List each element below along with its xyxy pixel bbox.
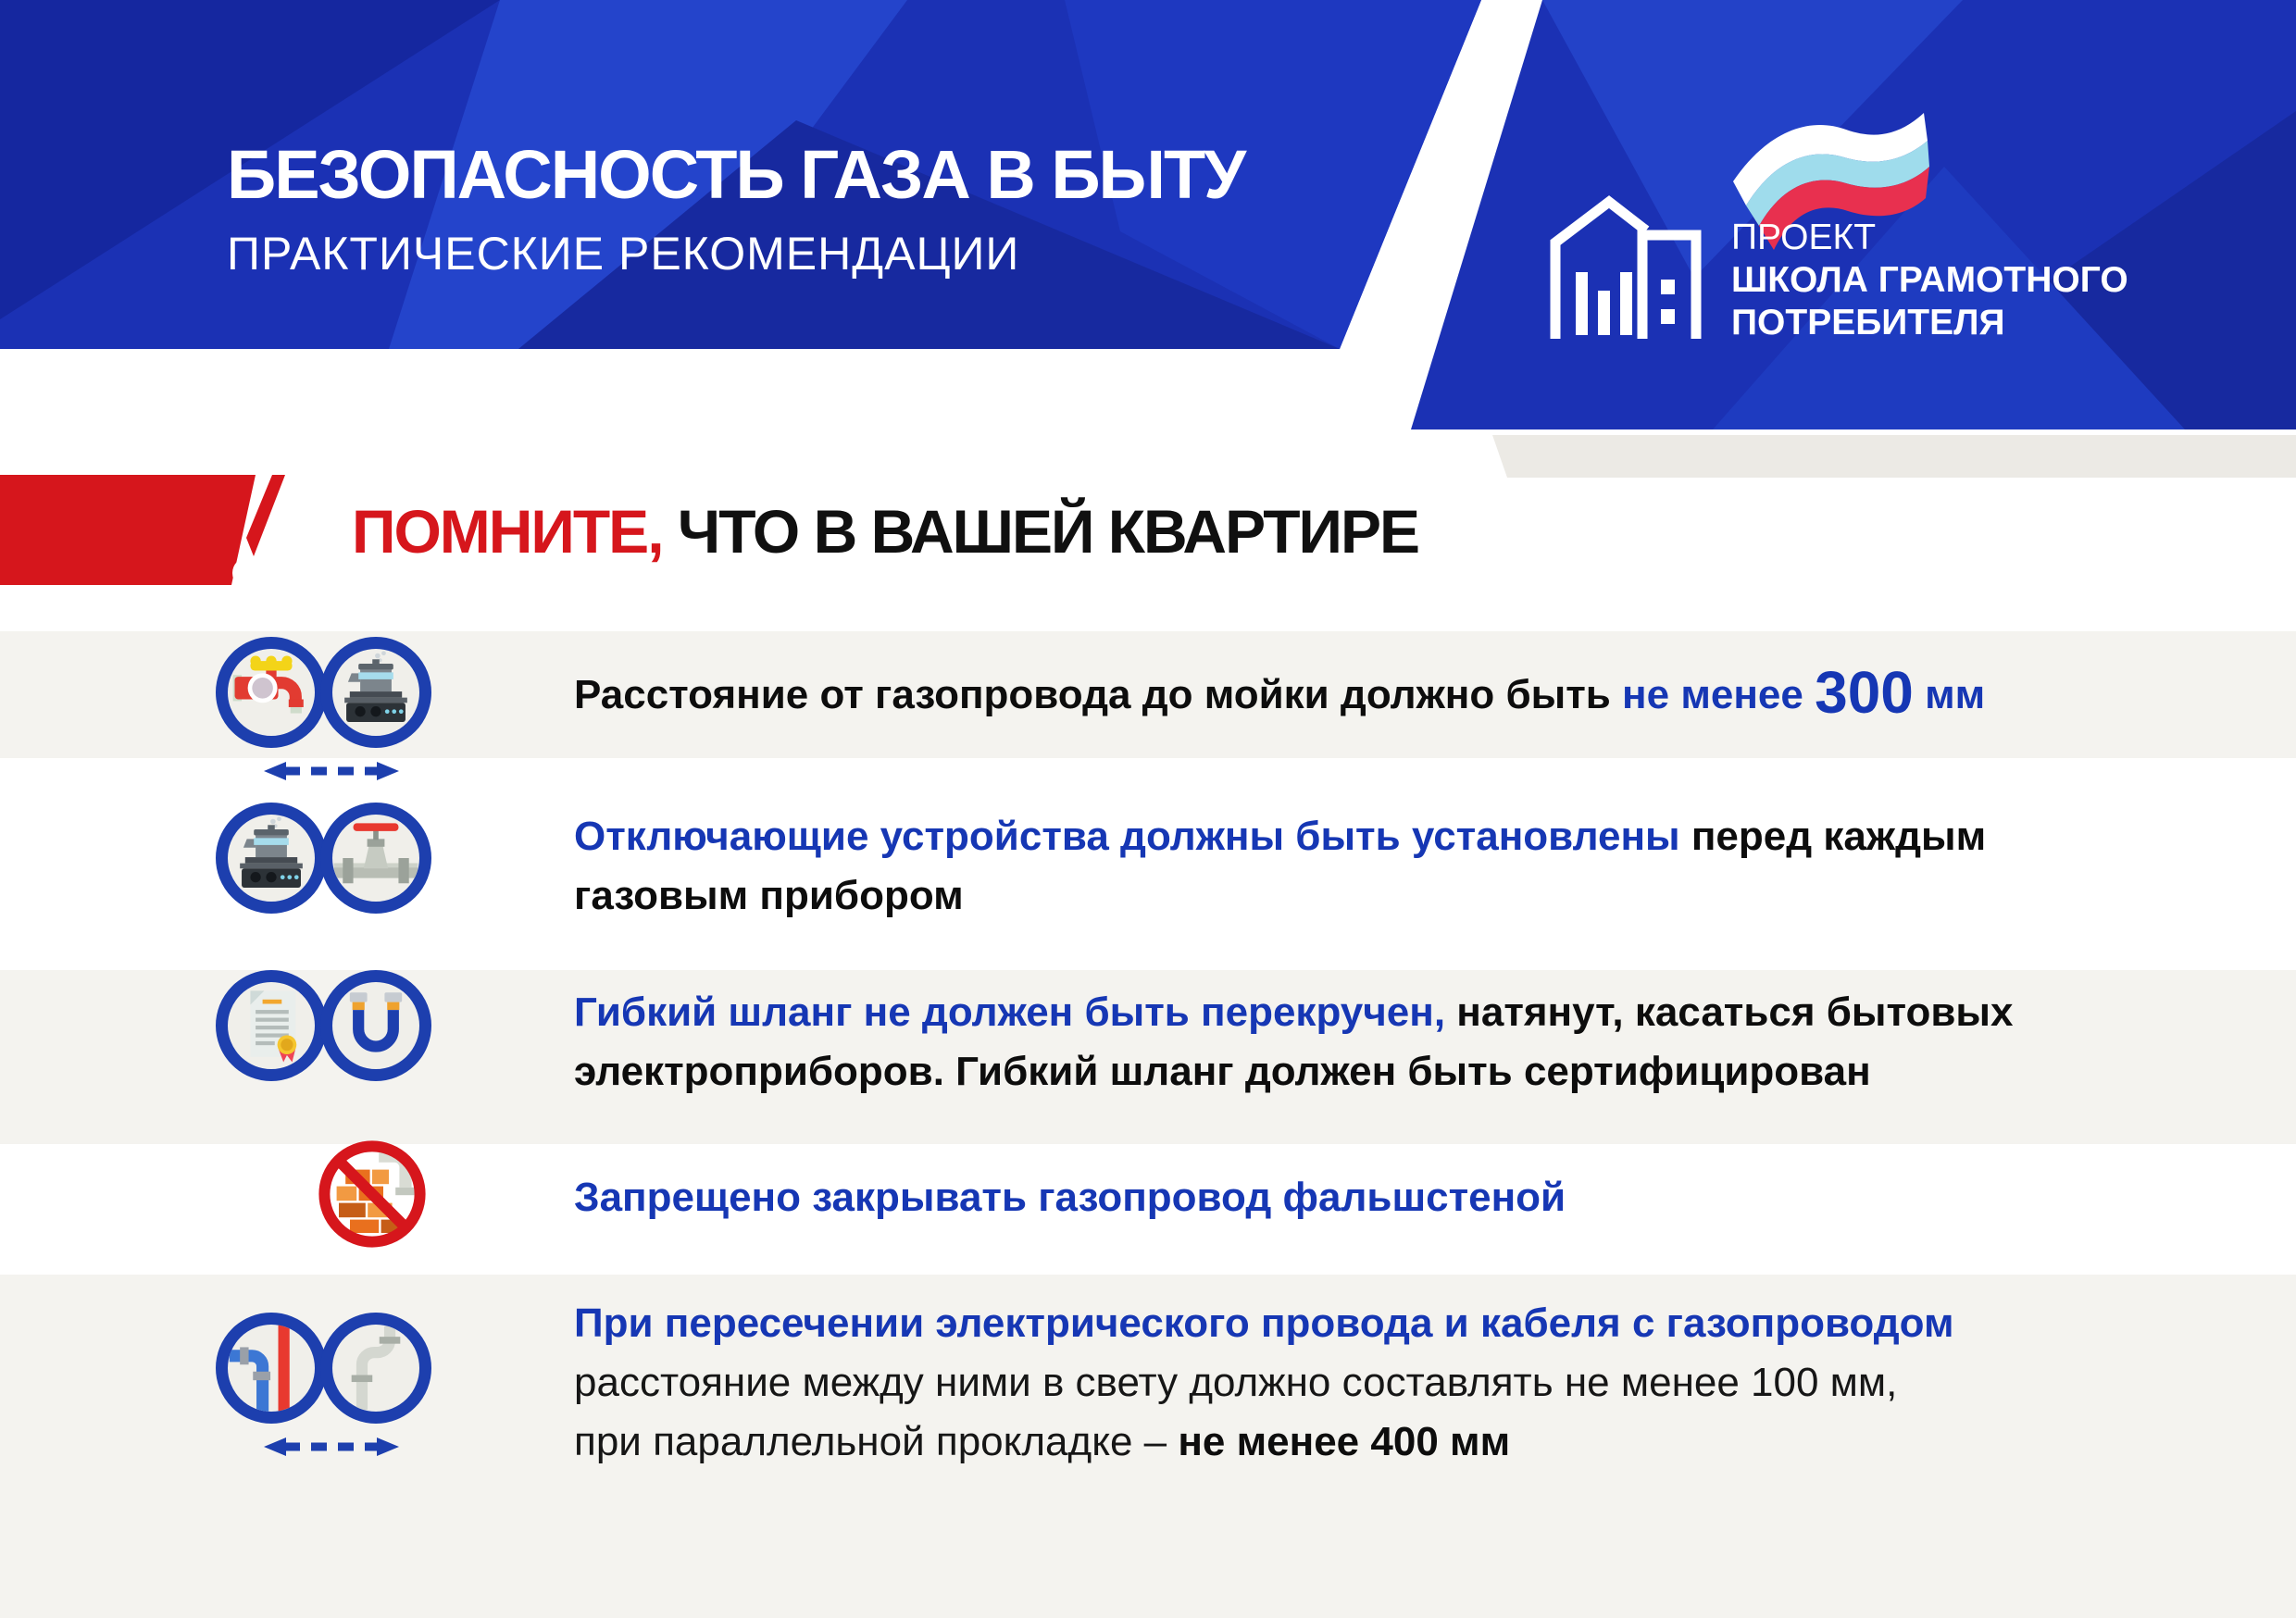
- rule3-blue: Гибкий шланг не должен быть перекручен,: [574, 989, 1446, 1035]
- distance-arrow-icon: [262, 760, 401, 782]
- gas-stove-icon: [320, 637, 431, 748]
- rule5-blue: При пересечении электрического провода и кабеля с газопроводом: [574, 1301, 1954, 1346]
- rule4-blue: Запрещено закрывать газопровод фальшстеной: [574, 1175, 1566, 1220]
- rule3-black2: электроприборов. Гибкий шланг должен быть сертифицирован: [574, 1049, 1871, 1094]
- rule-text-4: [574, 1168, 1566, 1227]
- rule5-regular: расстояние между ними в свету должно составлять не менее 100 мм,: [574, 1360, 1898, 1405]
- section-heading-black: ЧТО В ВАШЕЙ КВАРТИРЕ: [662, 497, 1419, 566]
- curved-pipe-icon: [320, 1313, 431, 1424]
- rule-text-2: [574, 807, 1986, 926]
- rule5-regular2: при параллельной прокладке –: [574, 1419, 1179, 1464]
- flexible-hose-icon: [320, 970, 431, 1081]
- logo-name-line2: ПОТРЕБИТЕЛЯ: [1731, 303, 2005, 342]
- rule1-unit: мм: [1913, 672, 1986, 717]
- rule2-blue: Отключающие устройства должны быть установлены: [574, 814, 1680, 859]
- logo-text: [1731, 217, 2128, 344]
- rule-text-3: [574, 983, 2013, 1101]
- rule3-black: натянут, касаться бытовых: [1445, 989, 2014, 1035]
- header: [0, 0, 2296, 481]
- rule1-blue: не менее: [1622, 672, 1816, 717]
- no-false-wall-icon: [317, 1139, 428, 1250]
- section-heading-red: ПОМНИТЕ,: [352, 497, 663, 566]
- rule1-black: Расстояние от газопровода до мойки должно быть: [574, 672, 1623, 717]
- gas-stove-icon: [216, 803, 327, 914]
- section-heading: [352, 496, 1418, 566]
- crossing-pipes-icon: [216, 1313, 327, 1424]
- rule2-black: перед каждым: [1679, 814, 1987, 859]
- distance-arrow-icon: [262, 1436, 401, 1458]
- faucet-icon: [216, 637, 327, 748]
- rule1-value: 300: [1815, 659, 1914, 726]
- logo-name-line1: ШКОЛА ГРАМОТНОГО: [1731, 260, 2128, 300]
- rule5-bold: не менее 400 мм: [1178, 1419, 1511, 1464]
- valve-icon: [320, 803, 431, 914]
- rule2-black2: газовым прибором: [574, 873, 964, 918]
- page-title: БЕЗОПАСНОСТЬ ГАЗА В БЫТУ: [227, 136, 1245, 213]
- rule-text-1: [574, 659, 1986, 726]
- exclamation-banner: [0, 475, 306, 595]
- page-subtitle: ПРАКТИЧЕСКИЕ РЕКОМЕНДАЦИИ: [227, 228, 1020, 280]
- rule-text-5: [574, 1294, 1954, 1472]
- certificate-icon: [216, 970, 327, 1081]
- header-titles: [227, 137, 1244, 281]
- logo-project-label: ПРОЕКТ: [1731, 218, 1877, 257]
- house-logo-icon: [1550, 191, 1707, 341]
- project-logo: [1550, 109, 2235, 359]
